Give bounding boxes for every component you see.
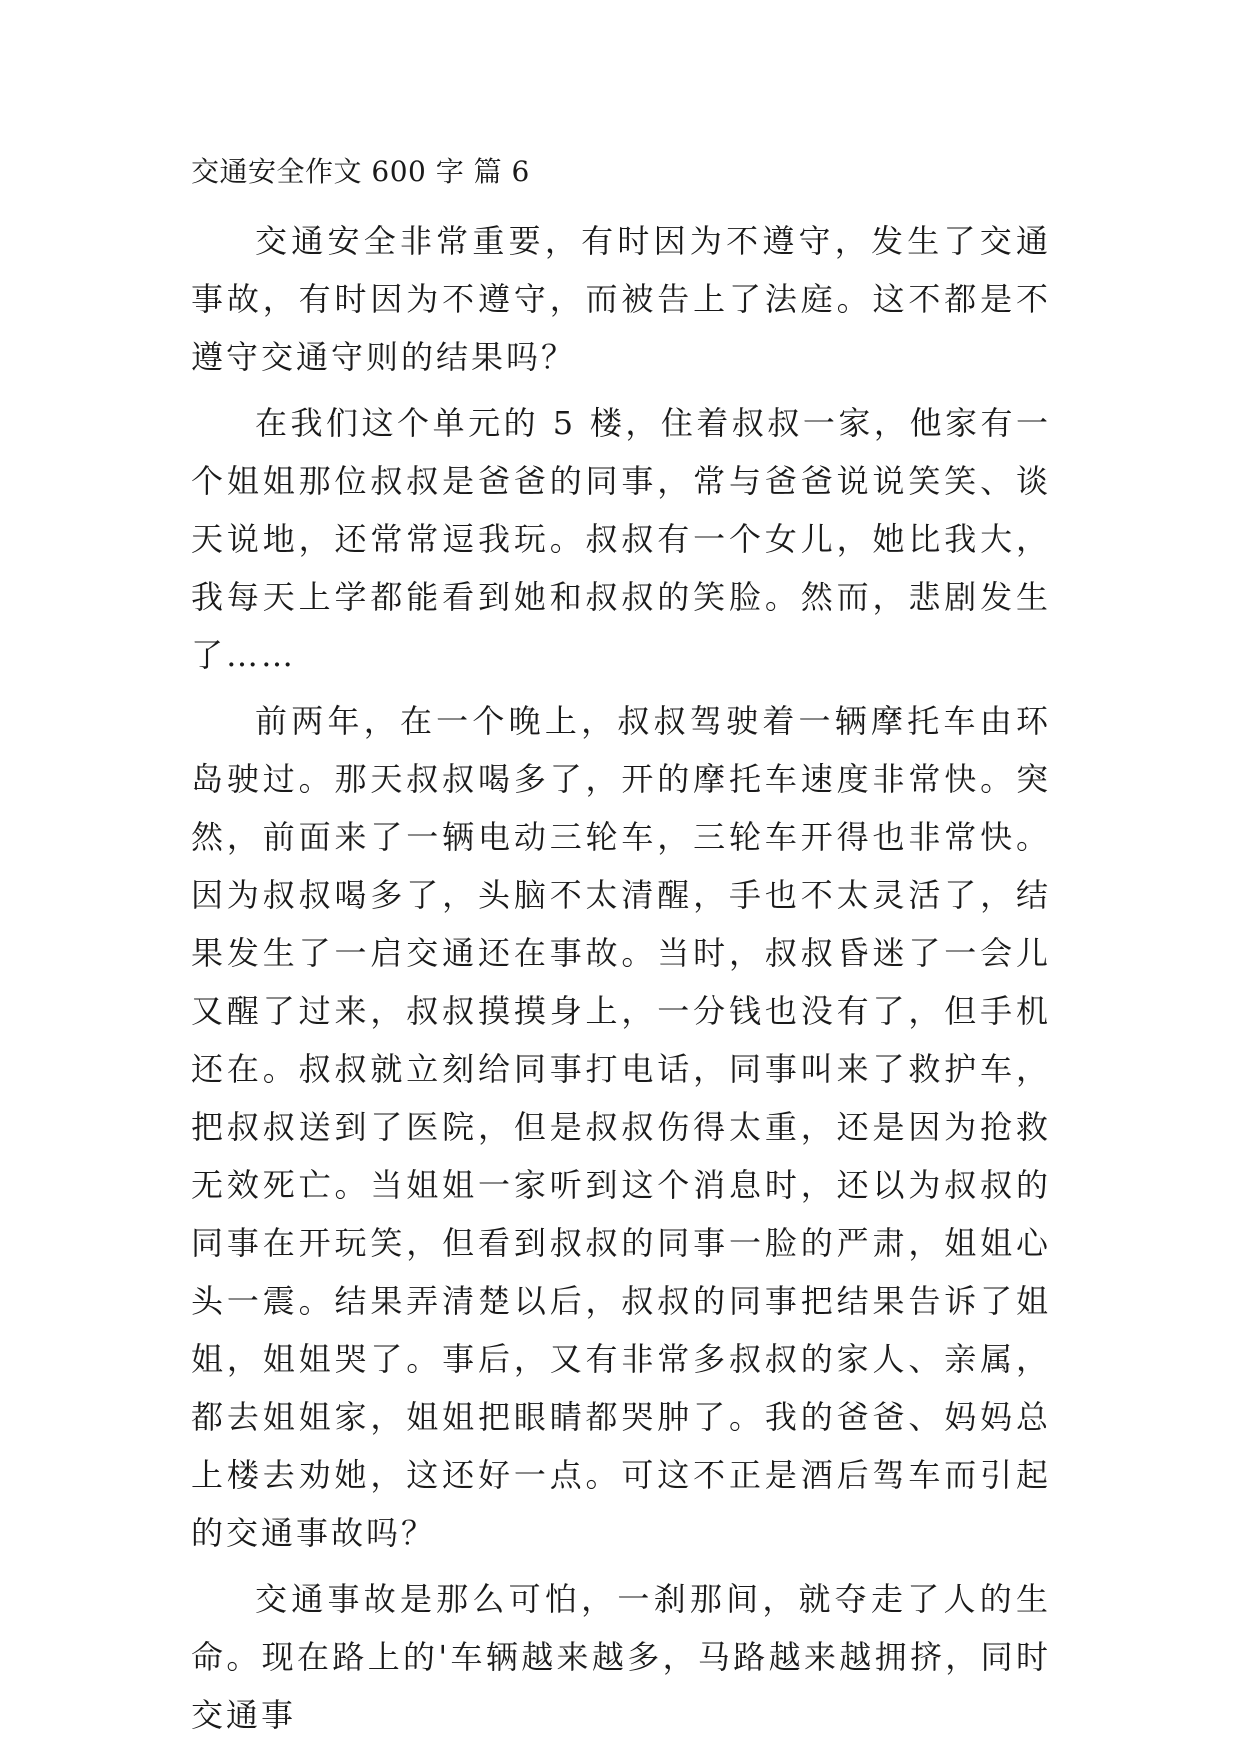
document-body — [191, 150, 1051, 1752]
paragraph-1: 交通安全非常重要，有时因为不遵守，发生了交通事故，有时因为不遵守，而被告上了法庭。这不都是不遵守交通守则的结果吗？ — [191, 222, 1051, 376]
document-title: 交通安全作文 600 字 篇 6 — [191, 155, 530, 188]
paragraph-4: 交通事故是那么可怕，一刹那间，就夺走了人的生命。现在路上的'车辆越来越多，马路越来越拥挤，同时交通事 — [191, 1580, 1051, 1734]
paragraph-2: 在我们这个单元的 5 楼，住着叔叔一家，他家有一个姐姐那位叔叔是爸爸的同事，常与爸爸说说笑笑、谈天说地，还常常逗我玩。叔叔有一个女儿，她比我大，我每天上学都能看到她和叔叔的笑脸。然而，悲剧发生了…… — [191, 404, 1051, 674]
paragraph-3: 前两年，在一个晚上，叔叔驾驶着一辆摩托车由环岛驶过。那天叔叔喝多了，开的摩托车速度非常快。突然，前面来了一辆电动三轮车，三轮车开得也非常快。因为叔叔喝多了，头脑不太清醒，手也不太灵活了，结果发生了一启交通还在事故。当时，叔叔昏迷了一会儿又醒了过来，叔叔摸摸身上，一分钱也没有了，但手机还在。叔叔就立刻给同事打电话，同事叫来了救护车，把叔叔送到了医院，但是叔叔伤得太重，还是因为抢救无效死亡。当姐姐一家听到这个消息时，还以为叔叔的同事在开玩笑，但看到叔叔的同事一脸的严肃，姐姐心头一震。结果弄清楚以后，叔叔的同事把结果告诉了姐姐，姐姐哭了。事后，又有非常多叔叔的家人、亲属，都去姐姐家，姐姐把眼睛都哭肿了。我的爸爸、妈妈总上楼去劝她，这还好一点。可这不正是酒后驾车而引起的交通事故吗？ — [191, 702, 1051, 1552]
